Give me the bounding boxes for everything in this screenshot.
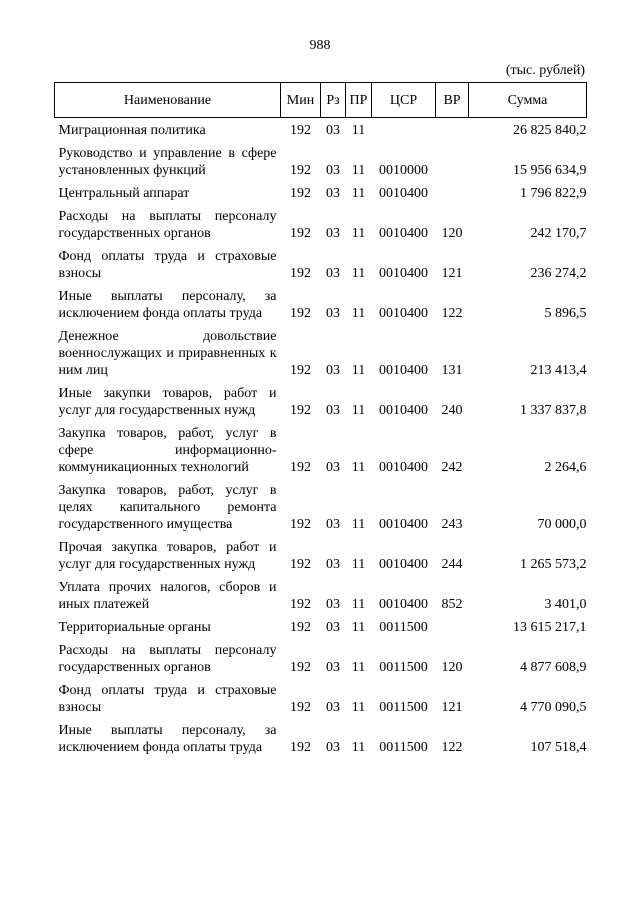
cell-csr: 0010400 — [379, 517, 428, 532]
cell-vr: 120 — [441, 660, 463, 675]
cell-rz: 03 — [326, 700, 340, 715]
cell-min: 192 — [290, 597, 311, 612]
table-body — [55, 118, 587, 759]
cell-vr: 120 — [441, 226, 463, 241]
cell-min: 192 — [290, 306, 311, 321]
table-row — [55, 284, 587, 324]
table-row — [55, 421, 587, 478]
cell-min: 192 — [290, 660, 311, 675]
cell-csr: 0010400 — [379, 557, 428, 572]
table-row — [55, 118, 587, 142]
header-csr: ЦСР — [372, 83, 436, 118]
cell-vr: 122 — [441, 306, 463, 321]
cell-sum: 26 825 840,2 — [513, 123, 587, 138]
header-vr: ВР — [436, 83, 469, 118]
cell-sum: 213 413,4 — [530, 363, 587, 378]
cell-csr: 0010400 — [379, 186, 428, 201]
header-rz: Рз — [321, 83, 346, 118]
cell-pr: 11 — [351, 363, 366, 378]
cell-csr: 0010400 — [379, 403, 428, 418]
cell-sum: 236 274,2 — [530, 266, 587, 281]
cell-name: Территориальные органы — [58, 620, 211, 635]
cell-min: 192 — [290, 517, 311, 532]
cell-vr: 244 — [441, 557, 463, 572]
cell-min: 192 — [290, 620, 311, 635]
cell-pr: 11 — [351, 266, 366, 281]
budget-table — [54, 82, 587, 758]
cell-pr: 11 — [351, 403, 366, 418]
cell-name: Иные выплаты персоналу, за исключением фонда оплаты труда — [58, 289, 277, 321]
cell-sum: 1 796 822,9 — [520, 186, 587, 201]
cell-sum: 70 000,0 — [537, 517, 587, 532]
cell-sum: 15 956 634,9 — [513, 163, 587, 178]
cell-sum: 5 896,5 — [544, 306, 587, 321]
cell-name: Денежное довольствие военнослужащих и приравненных к ним лиц — [58, 329, 277, 378]
table-row — [55, 638, 587, 678]
cell-vr: 121 — [441, 266, 463, 281]
cell-name: Расходы на выплаты персоналу государственных органов — [58, 209, 277, 241]
cell-min: 192 — [290, 123, 311, 138]
page-number: 988 — [309, 38, 331, 53]
cell-csr: 0010400 — [379, 460, 428, 475]
table-row — [55, 381, 587, 421]
cell-vr: 122 — [441, 740, 463, 755]
table-row — [55, 324, 587, 381]
cell-rz: 03 — [326, 186, 340, 201]
cell-min: 192 — [290, 700, 311, 715]
cell-rz: 03 — [326, 517, 340, 532]
cell-name: Руководство и управление в сфере установленных функций — [58, 146, 277, 178]
cell-vr: 243 — [441, 517, 463, 532]
cell-name: Закупка товаров, работ, услуг в сфере информационно-коммуникационных технологий — [58, 426, 277, 475]
cell-pr: 11 — [351, 620, 366, 635]
units-label: (тыс. рублей) — [505, 63, 585, 78]
cell-name: Центральный аппарат — [58, 186, 190, 201]
table-row — [55, 141, 587, 181]
cell-pr: 11 — [351, 660, 366, 675]
cell-csr: 0010000 — [379, 163, 428, 178]
table-row — [55, 181, 587, 204]
cell-rz: 03 — [326, 557, 340, 572]
cell-rz: 03 — [326, 226, 340, 241]
table-header — [55, 83, 587, 118]
cell-sum: 3 401,0 — [544, 597, 587, 612]
cell-min: 192 — [290, 460, 311, 475]
header-name: Наименование — [55, 83, 281, 118]
cell-vr — [436, 181, 469, 204]
cell-csr: 0010400 — [379, 363, 428, 378]
cell-csr: 0011500 — [379, 620, 428, 635]
cell-sum: 4 877 608,9 — [520, 660, 587, 675]
cell-min: 192 — [290, 363, 311, 378]
table-row — [55, 535, 587, 575]
cell-sum: 1 337 837,8 — [520, 403, 587, 418]
header-min: Мин — [281, 83, 321, 118]
table-row — [55, 575, 587, 615]
cell-csr: 0010400 — [379, 266, 428, 281]
cell-sum: 2 264,6 — [544, 460, 587, 475]
cell-rz: 03 — [326, 403, 340, 418]
cell-vr — [436, 615, 469, 638]
cell-csr: 0010400 — [379, 597, 428, 612]
cell-min: 192 — [290, 186, 311, 201]
cell-min: 192 — [290, 740, 311, 755]
cell-min: 192 — [290, 403, 311, 418]
cell-name: Расходы на выплаты персоналу государственных органов — [58, 643, 277, 675]
cell-rz: 03 — [326, 660, 340, 675]
cell-sum: 242 170,7 — [530, 226, 587, 241]
cell-rz: 03 — [326, 740, 340, 755]
cell-min: 192 — [290, 557, 311, 572]
cell-pr: 11 — [351, 186, 366, 201]
table-row — [55, 718, 587, 758]
cell-min: 192 — [290, 163, 311, 178]
cell-pr: 11 — [351, 460, 366, 475]
cell-vr: 121 — [441, 700, 463, 715]
cell-pr: 11 — [351, 740, 366, 755]
cell-rz: 03 — [326, 123, 340, 138]
cell-pr: 11 — [351, 226, 366, 241]
cell-name: Иные закупки товаров, работ и услуг для государственных нужд — [58, 386, 277, 418]
cell-rz: 03 — [326, 620, 340, 635]
cell-csr: 0010400 — [379, 306, 428, 321]
cell-pr: 11 — [351, 123, 366, 138]
cell-rz: 03 — [326, 597, 340, 612]
cell-pr: 11 — [351, 306, 366, 321]
header-sum: Сумма — [469, 83, 587, 118]
cell-sum: 4 770 090,5 — [520, 700, 587, 715]
cell-vr: 242 — [441, 460, 463, 475]
cell-csr — [372, 118, 436, 142]
cell-name: Уплата прочих налогов, сборов и иных платежей — [58, 580, 277, 612]
cell-csr: 0011500 — [379, 740, 428, 755]
cell-vr: 240 — [441, 403, 463, 418]
cell-rz: 03 — [326, 363, 340, 378]
cell-pr: 11 — [351, 700, 366, 715]
table-row — [55, 615, 587, 638]
cell-name: Иные выплаты персоналу, за исключением фонда оплаты труда — [58, 723, 277, 755]
cell-name: Закупка товаров, работ, услуг в целях капитального ремонта государственного имущества — [58, 483, 277, 532]
cell-vr: 852 — [441, 597, 463, 612]
cell-vr — [436, 141, 469, 181]
cell-name: Миграционная политика — [58, 123, 206, 138]
cell-rz: 03 — [326, 460, 340, 475]
cell-pr: 11 — [351, 597, 366, 612]
cell-sum: 13 615 217,1 — [513, 620, 587, 635]
table-row — [55, 244, 587, 284]
table-row — [55, 204, 587, 244]
cell-csr: 0011500 — [379, 700, 428, 715]
cell-min: 192 — [290, 226, 311, 241]
table-row — [55, 678, 587, 718]
cell-rz: 03 — [326, 306, 340, 321]
cell-name: Фонд оплаты труда и страховые взносы — [58, 249, 277, 281]
cell-rz: 03 — [326, 163, 340, 178]
cell-vr — [436, 118, 469, 142]
cell-pr: 11 — [351, 557, 366, 572]
cell-rz: 03 — [326, 266, 340, 281]
cell-sum: 1 265 573,2 — [520, 557, 587, 572]
cell-min: 192 — [290, 266, 311, 281]
cell-name: Фонд оплаты труда и страховые взносы — [58, 683, 277, 715]
header-pr: ПР — [346, 83, 372, 118]
cell-pr: 11 — [351, 163, 366, 178]
cell-pr: 11 — [351, 517, 366, 532]
cell-sum: 107 518,4 — [530, 740, 587, 755]
cell-csr: 0010400 — [379, 226, 428, 241]
cell-vr: 131 — [441, 363, 463, 378]
table-row — [55, 478, 587, 535]
cell-name: Прочая закупка товаров, работ и услуг для государственных нужд — [58, 540, 277, 572]
cell-csr: 0011500 — [379, 660, 428, 675]
